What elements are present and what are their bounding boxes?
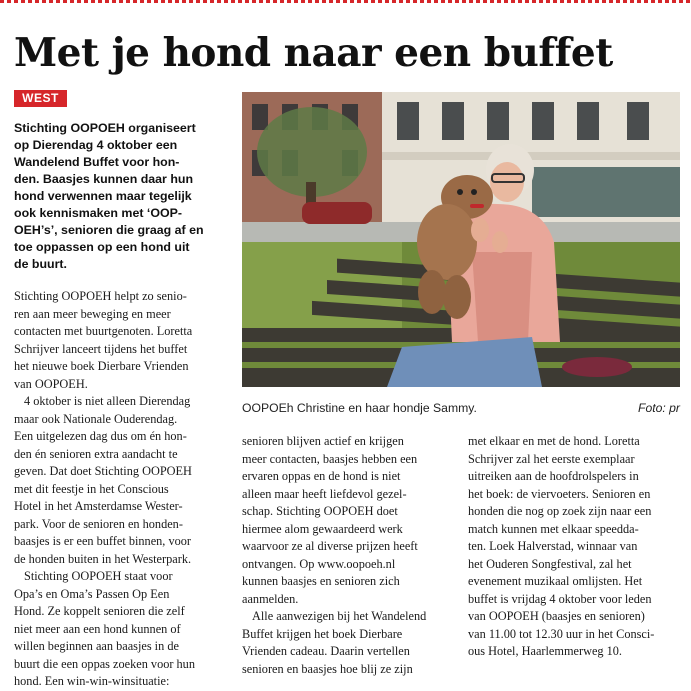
body-line: Hotel in het Amsterdamse Wester- (14, 499, 183, 513)
body-line: schap. Stichting OOPOEH doet (242, 504, 398, 518)
lead-line: OEH’s’, senioren die graag af en (14, 223, 204, 237)
body-line: aanmelden. (242, 591, 299, 606)
body-line: niet meer aan een hond kunnen of (14, 621, 181, 636)
lead-line: op Dierendag 4 oktober een (14, 138, 178, 152)
lead-line: ook kennismaken met ‘OOP- (14, 206, 183, 220)
body-line: senioren blijven actief en krijgen (242, 434, 404, 448)
headline: Met je hond naar een buffet (14, 30, 613, 76)
body-line: uitreiken aan de hoofdrolspelers in (468, 469, 639, 483)
lead-line: den. Baasjes kunnen daar hun (14, 172, 194, 186)
body-line: hond. Een win-win-winsituatie: (14, 674, 170, 688)
body-line: kunnen baasjes en senioren zich (242, 574, 400, 588)
photo-credit: Foto: pr (638, 401, 680, 415)
top-dotted-rule (0, 0, 691, 3)
section-tag: WEST (14, 90, 67, 107)
lead-line: toe oppassen op een hond uit (14, 240, 190, 254)
body-line: het boek: de viervoeters. Senioren en (468, 486, 651, 501)
body-line: ontvangen. Op www.oopoeh.nl (242, 556, 396, 571)
body-column-1 (14, 288, 236, 691)
body-line: den én senioren extra aandacht te (14, 446, 178, 461)
body-line: de honden buiten in het Westerpark. (14, 551, 192, 566)
body-line: contacten met buurtgenoten. Loretta (14, 324, 193, 338)
body-line: van OOPOEH (baasjes en senioren) (468, 609, 645, 623)
body-line: meer contacten, baasjes hebben een (242, 451, 418, 466)
body-line: buffet is vrijdag 4 oktober voor leden (468, 591, 652, 606)
body-line: Schrijver zal het eerste exemplaar (468, 451, 635, 466)
body-line: Stichting OOPOEH helpt zo senio- (14, 289, 187, 303)
article-photo (242, 92, 680, 387)
body-line: waarvoor ze al diverse prijzen heeft (242, 539, 418, 553)
body-line: park. Voor de senioren en honden- (14, 516, 183, 531)
body-line: Vrienden cadeau. Daarin vertellen (242, 644, 410, 658)
body-line: Een uitgelezen dag dus om én hon- (14, 429, 187, 443)
body-line: ervaren oppas en de hond is niet (242, 469, 401, 483)
lead-line: hond verwennen maar tegelijk (14, 189, 192, 203)
body-line: alleen maar heeft liefdevol gezel- (242, 486, 407, 501)
body-line: Schrijver lanceert tijdens het buffet (14, 341, 188, 356)
body-line: match kunnen met elkaar speedda- (468, 521, 639, 536)
body-line: Stichting OOPOEH staat voor (24, 569, 173, 583)
body-line: hiermee alom gewaardeerd werk (242, 521, 403, 536)
lead-paragraph (14, 120, 234, 273)
body-line: met elkaar en met de hond. Loretta (468, 434, 640, 448)
body-line: met dit feestje in het Conscious (14, 481, 169, 496)
lead-line: de buurt. (14, 257, 67, 271)
body-line: buurt die een oppas zoeken voor hun (14, 656, 195, 671)
body-line: ous Hotel, Haarlemmerweg 10. (468, 644, 623, 658)
body-line: 4 oktober is niet alleen Dierendag (24, 394, 191, 408)
body-line: Opa’s en Oma’s Passen Op Een (14, 586, 170, 601)
body-line: senioren en baasjes hoe blij ze zijn (242, 661, 413, 676)
body-line: Buffet krijgen het boek Dierbare (242, 626, 403, 641)
lead-line: Stichting OOPOEH organiseert (14, 121, 196, 135)
body-column-2 (242, 433, 460, 678)
body-line: Alle aanwezigen bij het Wandelend (252, 609, 427, 623)
body-line: baasjes is er een buffet binnen, voor (14, 534, 191, 548)
body-line: honden die nog op zoek zijn naar een (468, 504, 652, 518)
body-line: Hond. Ze koppelt senioren die zelf (14, 604, 185, 618)
body-column-3 (468, 433, 686, 661)
body-line: geven. Dat doet Stichting OOPOEH (14, 464, 192, 478)
body-line: maar ook Nationale Ouderendag. (14, 411, 178, 426)
body-line: het nieuwe boek Dierbare Vrienden (14, 359, 189, 373)
body-line: ren aan meer beweging en meer (14, 306, 171, 321)
body-line: van OOPOEH. (14, 376, 88, 391)
photo-caption: OOPOEh Christine en haar hondje Sammy. (242, 401, 477, 415)
body-line: evenement muzikaal omlijsten. Het (468, 574, 643, 588)
body-line: ten. Loek Halverstad, winnaar van (468, 539, 638, 553)
lead-line: Wandelend Buffet voor hon- (14, 155, 180, 169)
body-line: willen beginnen aan baasjes in de (14, 639, 179, 653)
body-line: het Ouderen Songfestival, zal het (468, 556, 632, 571)
body-line: van 11.00 tot 12.30 uur in het Consci- (468, 626, 655, 641)
